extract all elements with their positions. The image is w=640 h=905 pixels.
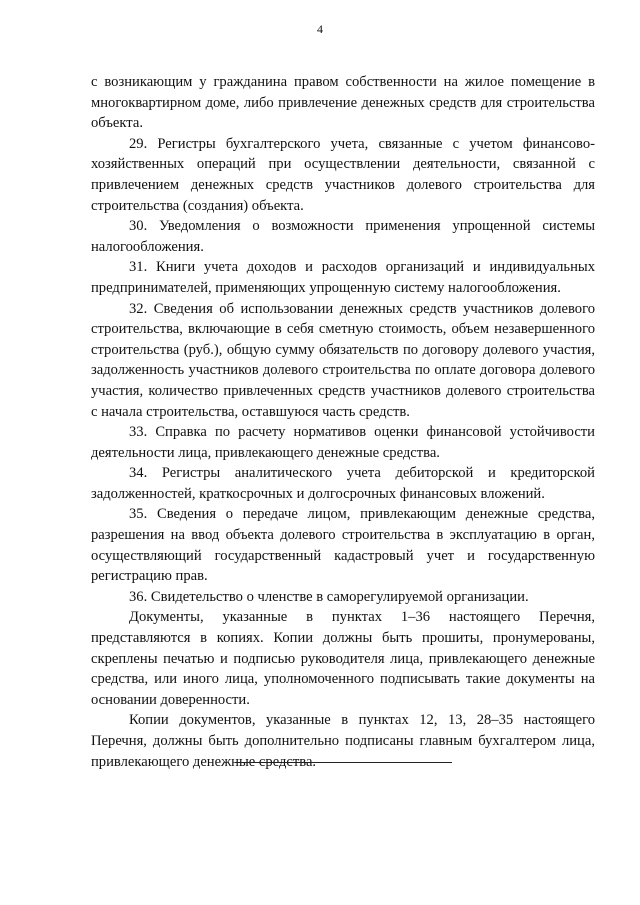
continuation-paragraph: с возникающим у гражданина правом собственности на жилое помещение в многоквартирном доме, либо привлечение денежных средств для строительства объекта. [91, 74, 595, 132]
list-item-33: 33. Справка по расчету нормативов оценки финансовой устойчивости деятельности лица, привлекающего денежные средства. [91, 424, 595, 461]
page-number: 4 [317, 22, 323, 36]
list-item-36: 36. Свидетельство о членстве в саморегулируемой организации. [129, 588, 529, 605]
copies-note-paragraph: Документы, указанные в пунктах 1–36 настоящего Перечня, представляются в копиях. Копии должны быть прошиты, пронумерованы, скреплены печатью и подписью руководителя лица, привлекающего денежные средства, или иного лица, уполномоченного подписывать такие документы на основании доверенности. [91, 609, 595, 708]
signature-note-paragraph: Копии документов, указанные в пунктах 12, 13, 28–35 настоящего Перечня, должны быть дополнительно подписаны главным бухгалтером лица, привлекающего денежные средства. [91, 712, 595, 770]
closing-rule-divider [235, 762, 452, 763]
list-item-32: 32. Сведения об использовании денежных средств участников долевого строительства, включающие в себя сметную стоимость, объем незавершенного строительства (руб.), общую сумму обязательств по договору долевого участия, задолженность участников долевого строительства по оплате договора долевого участия, количество привлеченных средств участников долевого строительства с начала строительства, оставшуюся часть средств. [91, 300, 595, 420]
list-item-31: 31. Книги учета доходов и расходов организаций и индивидуальных предпринимателей, применяющих упрощенную систему налогообложения. [91, 259, 595, 296]
list-item-35: 35. Сведения о передаче лицом, привлекающим денежные средства, разрешения на ввод объекта долевого строительства в эксплуатацию в орган, осуществляющий государственный кадастровый учет и государственную регистрацию прав. [91, 506, 595, 585]
list-item-30: 30. Уведомления о возможности применения упрощенной системы налогообложения. [91, 218, 595, 255]
list-item-29: 29. Регистры бухгалтерского учета, связанные с учетом финансово-хозяйственных операций при осуществлении деятельности, связанной с привлечением денежных средств участников долевого строительства для строительства (создания) объекта. [91, 135, 595, 214]
document-body [91, 72, 595, 772]
list-item-34: 34. Регистры аналитического учета дебиторской и кредиторской задолженностей, краткосрочных и долгосрочных финансовых вложений. [91, 465, 595, 502]
